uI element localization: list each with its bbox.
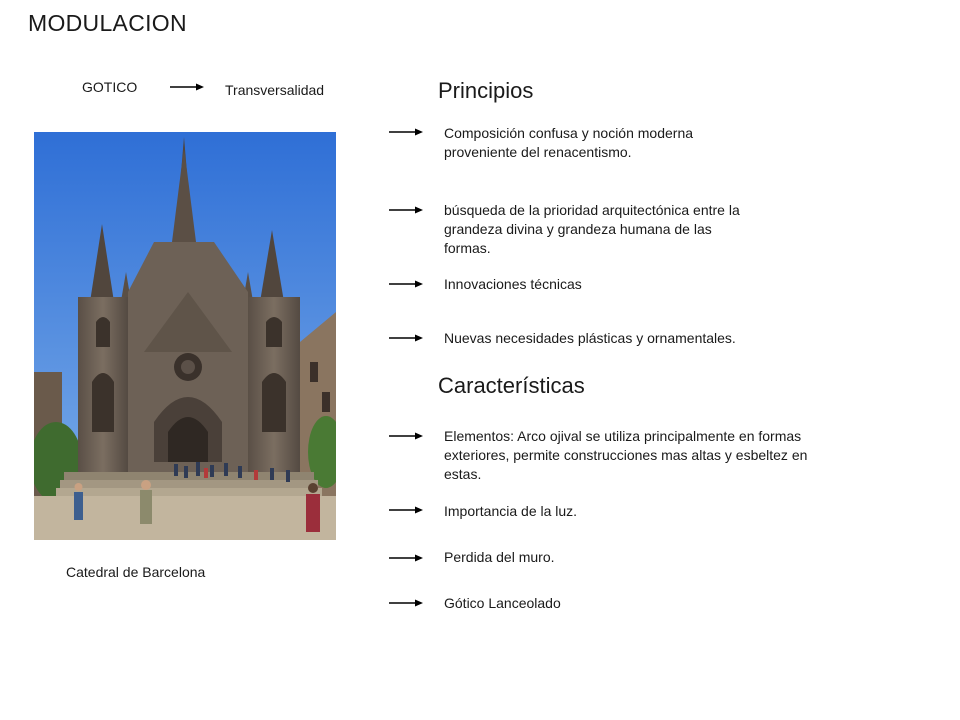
caracteristica-item: Gótico Lanceolado (444, 595, 561, 611)
arrow-right-icon (389, 554, 423, 562)
arrow-right-icon (389, 128, 423, 136)
arrow-right-icon (389, 334, 423, 342)
principio-item: Innovaciones técnicas (444, 276, 582, 292)
arrow-right-icon (389, 432, 423, 440)
slide-title: MODULACION (28, 10, 187, 36)
arrow-right-icon (389, 206, 423, 214)
caracteristica-item: Elementos: Arco ojival se utiliza principalmente en formas exteriores, permite construcciones mas altas y esbeltez en estas. (444, 428, 808, 482)
gotico-label: GOTICO (82, 79, 138, 95)
caracteristica-item: Perdida del muro. (444, 549, 555, 565)
principio-item: búsqueda de la prioridad arquitectónica entre la grandeza divina y grandeza humana de las formas. (444, 202, 740, 256)
arrow-right-icon (389, 280, 423, 288)
arrow-right-icon (389, 599, 423, 607)
caracteristica-item: Importancia de la luz. (444, 503, 578, 519)
arrow-right-icon (170, 83, 204, 91)
principio-item: Composición confusa y noción moderna proveniente del renacentismo. (444, 125, 694, 160)
principios-heading: Principios (438, 78, 534, 103)
photo-caption: Catedral de Barcelona (66, 564, 206, 580)
arrow-right-icon (389, 506, 423, 514)
principio-item: Nuevas necesidades plásticas y ornamentales. (444, 330, 736, 346)
cathedral-photo (34, 132, 336, 540)
caracteristicas-heading: Características (438, 373, 585, 398)
transversalidad-label: Transversalidad (225, 82, 325, 98)
